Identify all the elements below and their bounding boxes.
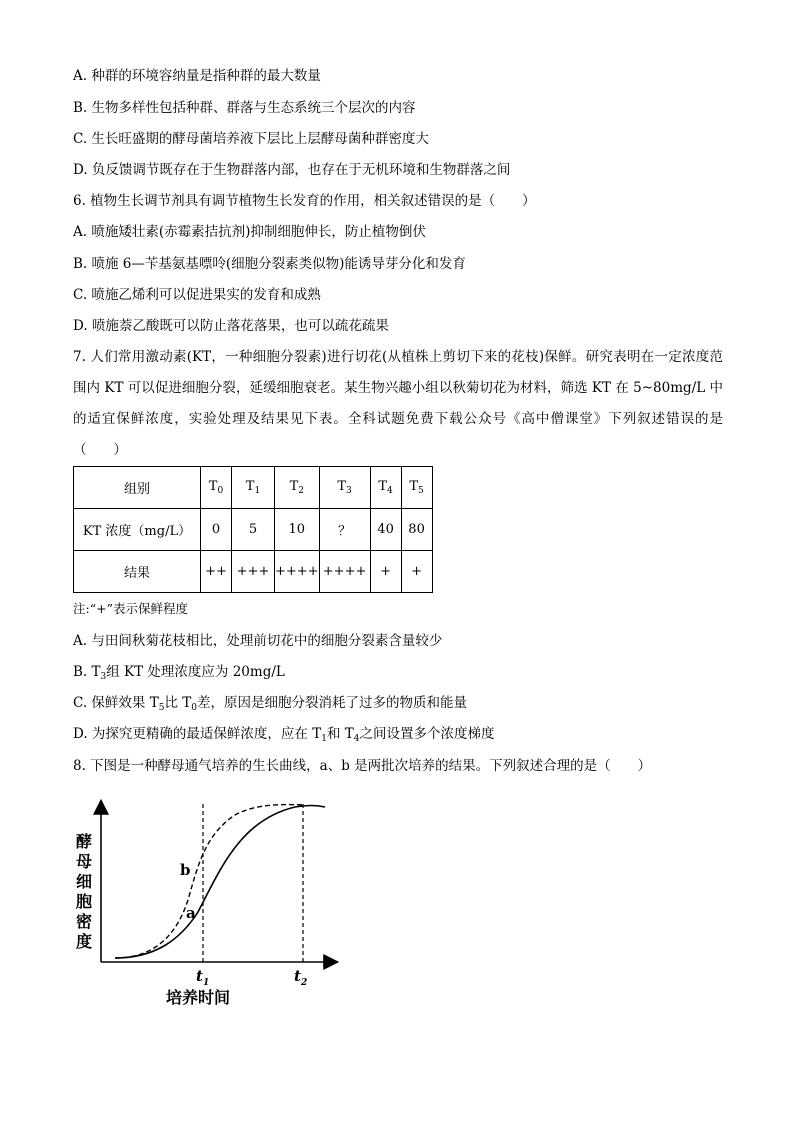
- table-cell: 0: [201, 509, 232, 551]
- q7-stem: 7. 人们常用激动素(KT，一种细胞分裂素)进行切花(从植株上剪切下来的花枝)保鲜。研究表明在一定浓度范围内 KT 可以促进细胞分裂，延缓细胞衰老。某生物兴趣小组以秋菊切花为材料，筛选 KT 在 5~80mg/L 中的适宜保鲜浓度，实验处理及结果见下表。全科试题免费下载公众号《高中僧课堂》下列叙述错误的是（ ）: [73, 349, 723, 458]
- q6-option-d: D. 喷施萘乙酸既可以防止落花落果，也可以疏花疏果: [73, 318, 389, 334]
- table-cell-group: $T_5$: [401, 467, 432, 509]
- table-cell-group: $T_4$: [370, 467, 401, 509]
- table-cell: +: [401, 551, 432, 593]
- q5-option-d: D. 负反馈调节既存在于生物群落内部，也存在于无机环境和生物群落之间: [73, 162, 511, 178]
- table-cell-group: $T_1$: [232, 467, 275, 509]
- table-cell: 10: [275, 509, 320, 551]
- q5-option-b: B. 生物多样性包括种群、群落与生态系统三个层次的内容: [73, 100, 416, 116]
- curve-b-label: b: [180, 861, 191, 879]
- kt-result-table: [73, 466, 433, 593]
- table-cell-group: $T_2$: [275, 467, 320, 509]
- q8-stem: 8. 下图是一种酵母通气培养的生长曲线，a、b 是两批次培养的结果。下列叙述合理的是（ ）: [73, 758, 652, 774]
- x-axis-label: 培养时间: [166, 988, 231, 1007]
- table-cell: 40: [370, 509, 401, 551]
- y-axis-label-char: 密: [76, 912, 93, 931]
- y-axis-label-char: 度: [76, 932, 93, 951]
- q6-stem: 6. 植物生长调节剂具有调节植物生长发育的作用，相关叙述错误的是（ ）: [73, 193, 536, 209]
- table-cell: +: [370, 551, 401, 593]
- q7-note: 注:“+”表示保鲜程度: [73, 601, 188, 616]
- q7-option-b: B. $T_3$组 KT 处理浓度应为 20mg/L: [73, 664, 285, 682]
- q6-option-b: B. 喷施 6—苄基氨基嘌呤(细胞分裂素类似物)能诱导芽分化和发育: [73, 256, 466, 272]
- y-axis-label-char: 细: [76, 872, 93, 891]
- table-header-concentration: KT 浓度（mg/L）: [74, 509, 201, 551]
- q7-option-c: C. 保鲜效果 $T_5$比 $T_0$差，原因是细胞分裂消耗了过多的物质和能量: [73, 695, 467, 713]
- table-cell: ++++: [275, 551, 320, 593]
- y-axis-label-char: 酵: [76, 832, 93, 851]
- table-cell: ++++: [319, 551, 370, 593]
- q5-option-a: A. 种群的环境容纳量是指种群的最大数量: [73, 68, 321, 84]
- q5-option-c: C. 生长旺盛期的酵母菌培养液下层比上层酵母菌种群密度大: [73, 131, 429, 147]
- table-cell: 5: [232, 509, 275, 551]
- table-cell-group: $T_0$: [201, 467, 232, 509]
- table-header-result: 结果: [74, 551, 201, 593]
- table-header-group: 组别: [74, 467, 201, 509]
- table-cell: +++: [232, 551, 275, 593]
- y-axis-label-char: 母: [76, 852, 93, 871]
- table-cell: ？: [319, 509, 370, 551]
- table-cell-group: $T_3$: [319, 467, 370, 509]
- table-cell: 80: [401, 509, 432, 551]
- t1-tick-label: $t_1$: [196, 967, 210, 988]
- q6-option-a: A. 喷施矮壮素(赤霉素拮抗剂)抑制细胞伸长，防止植物倒伏: [73, 224, 426, 240]
- table-row-concentration: [74, 509, 433, 551]
- table-row-result: [74, 551, 433, 593]
- q6-option-c: C. 喷施乙烯利可以促进果实的发育和成熟: [73, 287, 321, 303]
- yeast-growth-graph: [70, 790, 360, 1015]
- t2-tick-label: $t_2$: [294, 967, 308, 988]
- table-row-group: [74, 467, 433, 509]
- curve-a-label: a: [186, 904, 196, 922]
- curve-b: [115, 805, 305, 958]
- y-axis-label-char: 胞: [76, 892, 93, 911]
- q7-option-d: D. 为探究更精确的最适保鲜浓度，应在 $T_1$和 $T_4$之间设置多个浓度梯度: [73, 726, 495, 744]
- q7-option-a: A. 与田间秋菊花枝相比，处理前切花中的细胞分裂素含量较少: [73, 633, 443, 649]
- table-cell: ++: [201, 551, 232, 593]
